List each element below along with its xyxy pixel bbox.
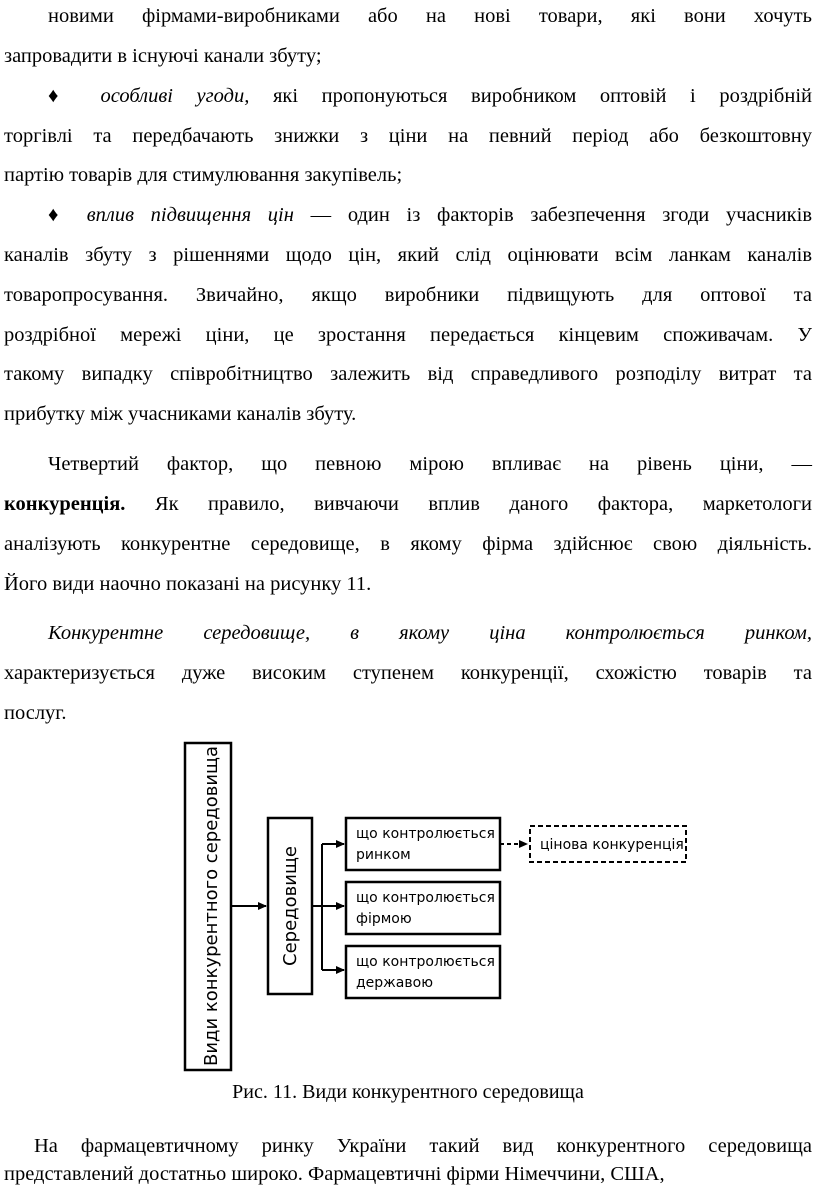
text: Конкурентне середовище, в якому ціна контролюється ринком,	[48, 622, 812, 644]
text-line: такому випадку співробітництво залежить від справедливого розподілу витрат та	[4, 363, 812, 385]
text-line: Його види наочно показані на рисунку 11.	[4, 573, 372, 595]
figure-caption: Рис. 11. Види конкурентного середовища	[232, 1081, 584, 1103]
text-line: каналів збуту з рішеннями щодо цін, який слід оцінювати всім ланкам каналів	[4, 244, 812, 266]
text-line: партію товарів для стимулювання закупівель;	[4, 164, 403, 186]
middle-label: Середовище	[280, 846, 301, 966]
text-line: торгівлі та передбачають знижки з ціни на певний період або безкоштовну	[4, 125, 812, 147]
branch-state-line2: державою	[356, 975, 433, 991]
text: Як правило, вивчаючи вплив даного фактора, маркетологи	[154, 493, 813, 515]
text-line: роздрібної мережі ціни, це зростання передається кінцевим споживачам. У	[4, 324, 812, 346]
text-line: товаропросування. Звичайно, якщо виробники підвищують для оптової та	[4, 284, 812, 306]
text: На фармацевтичному ринку України такий вид конкурентного середовища	[34, 1135, 812, 1157]
branch-firm-line1: що контролюється	[356, 890, 495, 906]
branch-market-line2: ринком	[356, 847, 411, 863]
bullet: ♦	[48, 204, 71, 226]
text-line: прибутку між учасниками каналів збуту.	[4, 403, 357, 425]
root-label: Види конкурентного середовища	[201, 745, 222, 1067]
branch-firm-line2: фірмою	[356, 911, 412, 927]
text-line	[4, 1134, 812, 1158]
text-line: характеризується дуже високим ступенем конкуренції, схожістю товарів та	[4, 662, 812, 684]
term-special-deals: особливі угоди,	[100, 85, 250, 107]
branch-market-line1: що контролюється	[356, 826, 495, 842]
branch-state-line1: що контролюється	[356, 954, 495, 970]
text-line: аналізують конкурентне середовище, в якому фірма здійснює свою діяльність.	[4, 533, 812, 555]
text: які пропонуються виробником оптовій і роздрібній	[272, 85, 812, 107]
term-competition: конкуренція.	[4, 493, 126, 515]
text: новими фірмами-виробниками або на нові товари, які вони хочуть	[48, 5, 812, 27]
extra-label: цінова конкуренція	[540, 837, 684, 853]
text: — один із факторів забезпечення згоди учасників	[310, 204, 813, 226]
term-price-increase: вплив підвищення цін	[86, 204, 294, 226]
text: Четвертий фактор, що певною мірою впливає на рівень ціни, —	[48, 453, 812, 475]
bullet: ♦	[48, 85, 77, 107]
text-line: запровадити в існуючі канали збуту;	[4, 45, 322, 67]
text-line: представлений достатньо широко. Фармацевтичні фірми Німеччини, США,	[4, 1163, 665, 1185]
text-line: послуг.	[4, 702, 67, 724]
